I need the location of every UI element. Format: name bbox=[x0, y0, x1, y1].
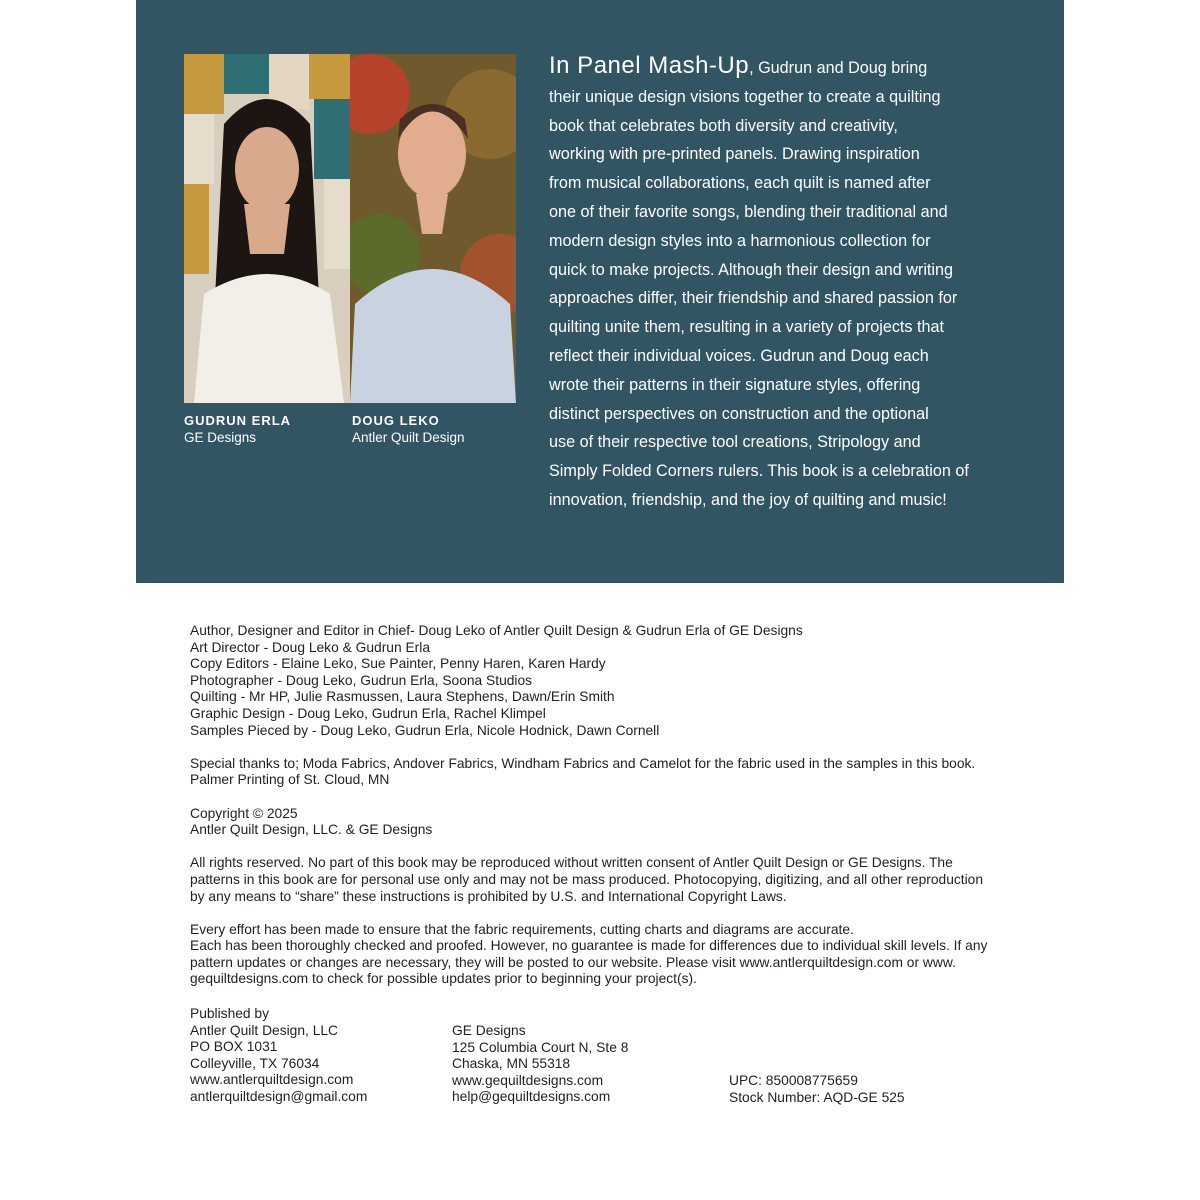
upc: UPC: 850008775659 bbox=[729, 1073, 858, 1088]
publisher-ge: GE Designs 125 Columbia Court N, Ste 8 Chaska, MN 55318 www.gequiltdesigns.com help@gequiltdesigns.com bbox=[452, 1023, 629, 1105]
author-caption-gudrun bbox=[184, 412, 291, 446]
credits-section bbox=[190, 623, 1020, 1005]
author-name: DOUG LEKO bbox=[352, 413, 440, 428]
antler-website: www.antlerquiltdesign.com bbox=[190, 1072, 354, 1088]
copyright: Copyright © 2025 Antler Quilt Design, LLC. & GE Designs bbox=[190, 805, 433, 838]
book-title: In Panel Mash-Up bbox=[549, 52, 750, 79]
author-company: GE Designs bbox=[184, 430, 257, 445]
stock-number: Stock Number: AQD-GE 525 bbox=[729, 1089, 905, 1105]
doug-leko-photo bbox=[350, 54, 516, 403]
author-caption-doug bbox=[352, 412, 465, 446]
accuracy-notice: Every effort has been made to ensure that the fabric requirements, cutting charts and diagrams are accurate. Each has been thoroughly checked and proofed. However, no guarantee is made for differences due to individual skill levels. If any pattern updates or changes are necessary, they will be posted to our website. Please visit www.antlerquiltdesign.com or www. gequiltdesigns.com to check for possible updates prior to beginning your project(s). bbox=[190, 921, 988, 987]
rights-notice: All rights reserved. No part of this book may be reproduced without written consent of Antler Quilt Design or GE Designs. The patterns in this book are for personal use only and may not be mass produced. Photocopying, digitizing, and all other reproduction by any means to “share” these instructions is prohibited by U.S. and International Copyright Laws. bbox=[190, 855, 984, 904]
gudrun-erla-photo bbox=[184, 54, 350, 403]
product-info bbox=[729, 1073, 905, 1106]
author-name: GUDRUN ERLA bbox=[184, 413, 292, 428]
author-company: Antler Quilt Design bbox=[352, 430, 465, 445]
special-thanks: Special thanks to; Moda Fabrics, Andover Fabrics, Windham Fabrics and Camelot for the fabric used in the samples in this book. Palmer Printing of St. Cloud, MN bbox=[190, 755, 976, 788]
antler-email: antlerquiltdesign@gmail.com bbox=[190, 1088, 368, 1104]
publisher-antler: Published by Antler Quilt Design, LLC PO BOX 1031 Colleyville, TX 76034 www.antlerquiltdesign.com antlerquiltdesign@gmail.com bbox=[190, 1006, 368, 1104]
intro-paragraph: In Panel Mash-Up, Gudrun and Doug bring their unique design visions together to create a quilting book that celebrates both diversity and creativity, working with pre-printed panels. Drawing inspiration from musical collaborations, each quilt is named after one of their favorite songs, blending their traditional and modern design styles into a harmonious collection for quick to make projects. Although their design and writing approaches differ, their friendship and shared passion for quilting unite them, resulting in a variety of projects that reflect their individual voices. Gudrun and Doug each wrote their patterns in their signature styles, offering distinct perspectives on construction and the optional use of their respective tool creations, Stripology and Simply Folded Corners rulers. This book is a celebration of innovation, friendship, and the joy of quilting and music! bbox=[549, 52, 969, 509]
credits-list: Author, Designer and Editor in Chief- Doug Leko of Antler Quilt Design & Gudrun Erla of GE Designs Art Director - Doug Leko & Gudrun Erla Copy Editors - Elaine Leko, Sue Painter, Penny Haren, Karen Hardy Photographer - Doug Leko, Gudrun Erla, Soona Studios Quilting - Mr HP, Julie Rasmussen, Laura Stephens, Dawn/Erin Smith Graphic Design - Doug Leko, Gudrun Erla, Rachel Klimpel Samples Pieced by - Doug Leko, Gudrun Erla, Nicole Hodnick, Dawn Cornell bbox=[190, 623, 803, 738]
published-by-heading: Published by bbox=[190, 1006, 270, 1021]
ge-email: help@gequiltdesigns.com bbox=[452, 1089, 611, 1105]
ge-website: www.gequiltdesigns.com bbox=[452, 1072, 604, 1088]
